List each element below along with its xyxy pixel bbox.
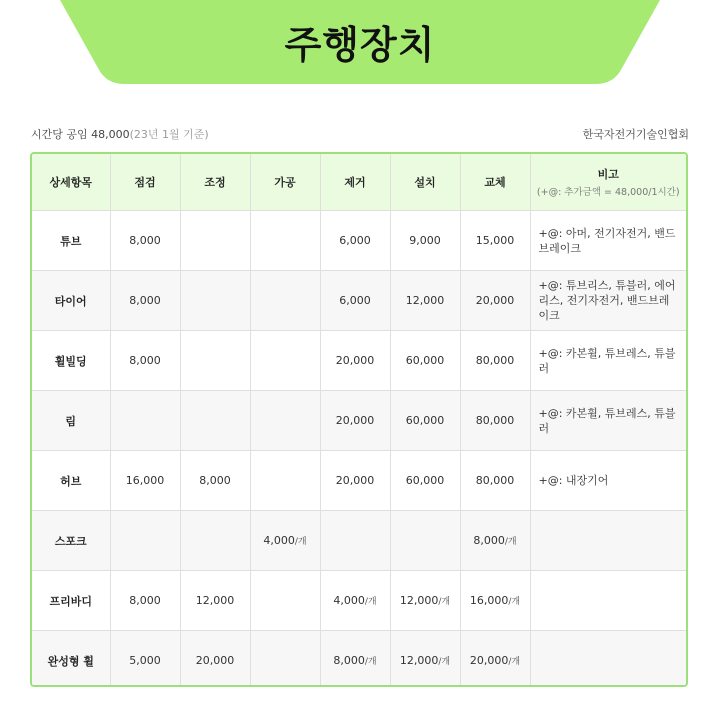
price-value: 12,000 bbox=[399, 654, 439, 668]
table-row bbox=[32, 511, 686, 571]
table-row bbox=[32, 391, 686, 451]
price-cell bbox=[320, 271, 390, 331]
price-cell bbox=[110, 511, 180, 571]
price-cell bbox=[250, 211, 320, 271]
price-cell bbox=[320, 211, 390, 271]
labor-rate-text: 시간당 공임 48,000 bbox=[31, 128, 130, 141]
page-title: 주행장치 bbox=[284, 23, 436, 67]
price-value: 80,000 bbox=[475, 354, 515, 367]
price-value: 15,000 bbox=[475, 234, 515, 247]
row-remark: +@: 내장기어 bbox=[530, 451, 686, 511]
price-cell bbox=[390, 451, 460, 511]
row-item-name: 타이어 bbox=[32, 271, 110, 331]
price-cell bbox=[250, 571, 320, 631]
table-row bbox=[32, 631, 686, 688]
price-cell bbox=[180, 511, 250, 571]
price-cell bbox=[460, 631, 530, 688]
price-cell bbox=[390, 211, 460, 271]
price-unit: /개 bbox=[438, 657, 451, 668]
price-cell bbox=[180, 271, 250, 331]
row-item-name: 림 bbox=[32, 391, 110, 451]
price-cell bbox=[460, 511, 530, 571]
price-cell bbox=[250, 511, 320, 571]
labor-rate-note: (23년 1월 기준) bbox=[129, 128, 209, 141]
price-value: 6,000 bbox=[339, 294, 371, 307]
price-cell bbox=[320, 571, 390, 631]
price-cell bbox=[460, 211, 530, 271]
price-cell bbox=[180, 451, 250, 511]
price-value: 4,000 bbox=[263, 534, 295, 547]
price-value: 16,000 bbox=[469, 594, 509, 607]
source-label: 한국자전거기술인협회 bbox=[582, 128, 689, 141]
price-cell bbox=[460, 271, 530, 331]
price-value: 8,000 bbox=[129, 234, 161, 247]
price-value: 12,000 bbox=[399, 594, 439, 607]
row-remark bbox=[530, 511, 686, 571]
price-table bbox=[32, 154, 686, 687]
price-cell bbox=[390, 391, 460, 451]
price-cell bbox=[180, 331, 250, 391]
price-value: 12,000 bbox=[405, 294, 445, 307]
price-cell bbox=[110, 451, 180, 511]
row-item-name: 휠빌딩 bbox=[32, 331, 110, 391]
header-remark-note: (+@: 추가금액 = 48,000/1시간) bbox=[536, 187, 680, 198]
price-value: 80,000 bbox=[475, 474, 515, 487]
price-cell bbox=[320, 331, 390, 391]
price-cell bbox=[250, 391, 320, 451]
price-value: 4,000 bbox=[333, 594, 365, 607]
price-cell bbox=[250, 631, 320, 688]
price-cell bbox=[460, 331, 530, 391]
row-item-name: 허브 bbox=[32, 451, 110, 511]
price-cell bbox=[460, 391, 530, 451]
price-cell bbox=[250, 271, 320, 331]
price-value: 20,000 bbox=[335, 354, 375, 367]
price-unit: /개 bbox=[364, 657, 377, 668]
row-remark bbox=[530, 571, 686, 631]
price-cell bbox=[390, 631, 460, 688]
price-value: 9,000 bbox=[409, 234, 441, 247]
row-remark: +@: 카본휠, 튜브레스, 튜블러 bbox=[530, 331, 686, 391]
price-cell bbox=[250, 331, 320, 391]
row-remark: +@: 튜브리스, 튜블러, 에어리스, 전기자전거, 밴드브레이크 bbox=[530, 271, 686, 331]
price-value: 60,000 bbox=[405, 354, 445, 367]
price-value: 8,000 bbox=[473, 534, 505, 547]
price-unit: /개 bbox=[504, 537, 517, 547]
price-cell bbox=[460, 571, 530, 631]
row-remark bbox=[530, 631, 686, 688]
price-value: 8,000 bbox=[129, 594, 161, 607]
price-value: 20,000 bbox=[335, 474, 375, 487]
price-value: 60,000 bbox=[405, 414, 445, 427]
price-unit: /개 bbox=[508, 597, 521, 607]
row-remark: +@: 아머, 전기자전거, 밴드브레이크 bbox=[530, 211, 686, 271]
price-cell bbox=[110, 391, 180, 451]
labor-rate bbox=[31, 126, 209, 142]
price-cell bbox=[320, 511, 390, 571]
price-cell bbox=[110, 331, 180, 391]
header-adjust: 조정 bbox=[180, 154, 250, 211]
price-value: 8,000 bbox=[333, 654, 365, 668]
price-value: 6,000 bbox=[339, 234, 371, 247]
price-cell bbox=[460, 451, 530, 511]
header-machining: 가공 bbox=[250, 154, 320, 211]
table-row bbox=[32, 211, 686, 271]
price-cell bbox=[110, 631, 180, 688]
price-cell bbox=[180, 631, 250, 688]
price-value: 16,000 bbox=[125, 474, 165, 487]
price-unit: /개 bbox=[438, 597, 451, 607]
price-cell bbox=[320, 451, 390, 511]
price-cell bbox=[390, 511, 460, 571]
price-value: 20,000 bbox=[335, 414, 375, 427]
price-value: 8,000 bbox=[199, 474, 231, 487]
header-inspect: 점검 bbox=[110, 154, 180, 211]
price-value: 20,000 bbox=[475, 294, 515, 307]
price-cell bbox=[390, 271, 460, 331]
price-cell bbox=[180, 211, 250, 271]
price-value: 20,000 bbox=[469, 654, 509, 668]
table-header-row bbox=[32, 154, 686, 211]
table-row bbox=[32, 331, 686, 391]
header-install: 설치 bbox=[390, 154, 460, 211]
price-table-container bbox=[30, 152, 688, 687]
price-value: 8,000 bbox=[129, 354, 161, 367]
header-remark bbox=[530, 154, 686, 211]
price-unit: /개 bbox=[294, 537, 307, 547]
price-value: 12,000 bbox=[195, 594, 235, 607]
table-row bbox=[32, 271, 686, 331]
price-cell bbox=[390, 571, 460, 631]
header-replace: 교체 bbox=[460, 154, 530, 211]
header-item: 상세항목 bbox=[32, 154, 110, 211]
row-item-name: 완성형 휠 bbox=[32, 631, 110, 688]
price-value: 20,000 bbox=[195, 654, 235, 668]
price-cell bbox=[390, 331, 460, 391]
table-row bbox=[32, 571, 686, 631]
price-cell bbox=[110, 571, 180, 631]
row-remark: +@: 카본휠, 튜브레스, 튜블러 bbox=[530, 391, 686, 451]
row-item-name: 튜브 bbox=[32, 211, 110, 271]
price-value: 80,000 bbox=[475, 414, 515, 427]
price-cell bbox=[320, 631, 390, 688]
row-item-name: 프리바디 bbox=[32, 571, 110, 631]
price-cell bbox=[110, 211, 180, 271]
header-remark-label: 비고 bbox=[597, 168, 619, 181]
price-cell bbox=[320, 391, 390, 451]
header-remove: 제거 bbox=[320, 154, 390, 211]
price-value: 5,000 bbox=[129, 654, 161, 668]
price-cell bbox=[180, 571, 250, 631]
price-value: 60,000 bbox=[405, 474, 445, 487]
price-cell bbox=[180, 391, 250, 451]
table-body bbox=[32, 211, 686, 688]
price-cell bbox=[250, 451, 320, 511]
table-row bbox=[32, 451, 686, 511]
price-unit: /개 bbox=[508, 657, 521, 668]
row-item-name: 스포크 bbox=[32, 511, 110, 571]
price-cell bbox=[110, 271, 180, 331]
price-unit: /개 bbox=[364, 597, 377, 607]
price-value: 8,000 bbox=[129, 294, 161, 307]
